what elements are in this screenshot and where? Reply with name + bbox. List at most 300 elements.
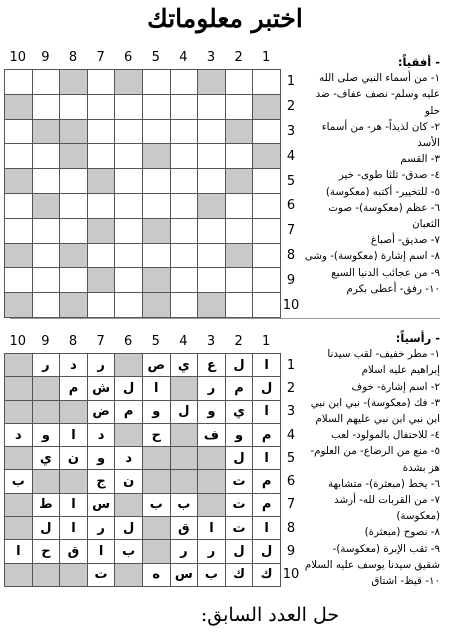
section-divider xyxy=(10,318,440,319)
grid-row xyxy=(5,293,281,318)
row-number: 9 xyxy=(286,544,296,560)
clue-line: ٢- اسم إشارة- خوف xyxy=(351,380,440,393)
blocked-cell xyxy=(142,540,170,563)
grid-cell[interactable] xyxy=(87,70,115,95)
clue-line: الأسد xyxy=(417,137,440,150)
blocked-cell xyxy=(87,268,115,293)
grid-cell[interactable]: و xyxy=(225,423,253,446)
grid-cell[interactable]: د xyxy=(115,447,143,470)
solution-row xyxy=(5,423,281,446)
blocked-cell xyxy=(5,243,33,268)
page-title: اختبر معلوماتك xyxy=(147,4,303,33)
grid-cell[interactable] xyxy=(170,268,198,293)
column-number: 8 xyxy=(68,50,78,65)
column-number: 6 xyxy=(124,334,133,349)
grid-cell[interactable]: ل xyxy=(115,517,143,540)
blocked-cell xyxy=(225,119,253,144)
blocked-cell xyxy=(32,119,60,144)
blocked-cell xyxy=(198,70,226,95)
grid-cell[interactable] xyxy=(32,218,60,243)
clue-line: الثعبان xyxy=(412,218,440,231)
grid-cell[interactable]: ل xyxy=(253,377,281,400)
grid-cell[interactable] xyxy=(5,70,33,95)
row-number: 6 xyxy=(286,198,296,214)
grid-row xyxy=(5,94,281,119)
blocked-cell xyxy=(170,447,198,470)
grid-cell[interactable] xyxy=(60,169,88,194)
blocked-cell xyxy=(60,243,88,268)
grid-cell[interactable] xyxy=(253,268,281,293)
grid-cell[interactable] xyxy=(5,144,33,169)
grid-cell[interactable]: س xyxy=(170,563,198,586)
grid-cell[interactable]: م xyxy=(115,400,143,423)
blocked-cell xyxy=(198,493,226,516)
grid-cell[interactable]: ض xyxy=(87,400,115,423)
solution-row xyxy=(5,447,281,470)
grid-cell[interactable] xyxy=(225,218,253,243)
clue-line: ١- من أسماء النبي صلى الله xyxy=(319,72,440,85)
grid-cell[interactable]: ه xyxy=(142,563,170,586)
grid-cell[interactable]: و xyxy=(87,447,115,470)
grid-cell[interactable]: ب xyxy=(170,493,198,516)
solution-row xyxy=(5,517,281,540)
grid-cell[interactable]: و xyxy=(32,423,60,446)
row-numbers xyxy=(282,70,300,350)
grid-cell[interactable]: ك xyxy=(225,563,253,586)
clue-line: ٨- نصوح (مبعثرة) xyxy=(364,526,440,539)
grid-cell[interactable]: ت xyxy=(225,517,253,540)
grid-cell[interactable] xyxy=(115,293,143,318)
blocked-cell xyxy=(87,169,115,194)
grid-cell[interactable] xyxy=(170,119,198,144)
clue-line: هز بشدة xyxy=(402,461,440,474)
solution-grid xyxy=(4,353,281,587)
grid-cell[interactable]: م xyxy=(60,377,88,400)
blocked-cell xyxy=(60,70,88,95)
blocked-cell xyxy=(60,119,88,144)
row-number: 3 xyxy=(286,124,296,139)
blocked-cell xyxy=(142,218,170,243)
grid-cell[interactable] xyxy=(32,70,60,95)
clue-line: ١٠- قيظ- اشتاق xyxy=(371,575,440,588)
grid-cell[interactable] xyxy=(170,293,198,318)
grid-cell[interactable] xyxy=(32,243,60,268)
grid-cell[interactable] xyxy=(115,268,143,293)
grid-cell[interactable] xyxy=(253,193,281,218)
clue-line: ١٠- رفق- أعطى بكرم xyxy=(346,282,440,295)
grid-cell[interactable] xyxy=(115,119,143,144)
row-number: 6 xyxy=(286,474,296,490)
row-number: 4 xyxy=(286,148,296,164)
grid-cell[interactable] xyxy=(5,119,33,144)
grid-cell[interactable]: ق xyxy=(60,540,88,563)
grid-cell[interactable]: م xyxy=(225,377,253,400)
grid-cell[interactable]: ا xyxy=(60,517,88,540)
solution-row xyxy=(5,377,281,400)
row-number: 5 xyxy=(286,173,296,189)
clue-line: إبراهيم عليه اسلام xyxy=(361,364,440,377)
grid-cell[interactable]: ر xyxy=(87,517,115,540)
blocked-cell xyxy=(198,470,226,493)
grid-cell[interactable]: س xyxy=(87,493,115,516)
grid-cell[interactable] xyxy=(253,70,281,95)
grid-cell[interactable]: ا xyxy=(198,517,226,540)
clue-line: حلو xyxy=(424,104,440,117)
grid-cell[interactable]: ج xyxy=(87,470,115,493)
grid-cell[interactable]: ر xyxy=(198,377,226,400)
grid-cell[interactable] xyxy=(142,193,170,218)
clue-line: ٨- اسم إشارة (معكوسة)- وشى xyxy=(304,250,440,263)
grid-cell[interactable] xyxy=(87,94,115,119)
grid-cell[interactable] xyxy=(32,169,60,194)
clue-line: عليه وسلم- نصف عفاف- ضد xyxy=(315,88,440,101)
across-heading: - أفقياً: xyxy=(397,55,440,69)
grid-cell[interactable] xyxy=(142,70,170,95)
blocked-cell xyxy=(198,293,226,318)
blocked-cell xyxy=(115,354,143,377)
grid-cell[interactable] xyxy=(32,293,60,318)
row-number: 3 xyxy=(286,404,296,420)
grid-cell[interactable] xyxy=(60,268,88,293)
blocked-cell xyxy=(60,400,88,423)
grid-cell[interactable] xyxy=(60,193,88,218)
row-number: 2 xyxy=(286,99,296,115)
clue-line: ٩- ثقب الإبرة (معكوسة)- xyxy=(332,542,440,555)
grid-cell[interactable]: ك xyxy=(253,563,281,586)
clue-line: ٦- يخط (مبعثرة)- متشابهة xyxy=(328,477,440,490)
grid-cell[interactable]: ح xyxy=(32,540,60,563)
clue-line: ١- مطر خفيف- لقب سيدنا xyxy=(327,348,440,361)
solution-row xyxy=(5,563,281,586)
grid-cell[interactable] xyxy=(225,293,253,318)
blocked-cell xyxy=(253,144,281,169)
grid-cell[interactable]: ا xyxy=(60,423,88,446)
grid-cell[interactable]: ا xyxy=(253,517,281,540)
row-number: 7 xyxy=(286,223,296,239)
grid-cell[interactable]: ا xyxy=(60,493,88,516)
blocked-cell xyxy=(87,218,115,243)
clue-line: ٤- صدق- ثلثا طوى- خير xyxy=(338,169,440,182)
row-number: 4 xyxy=(286,427,296,443)
column-number: 3 xyxy=(206,334,216,349)
blocked-cell xyxy=(170,470,198,493)
blocked-cell xyxy=(32,377,60,400)
column-number: 8 xyxy=(68,334,78,349)
grid-cell[interactable] xyxy=(115,94,143,119)
blocked-cell xyxy=(32,563,60,586)
blocked-cell xyxy=(5,354,33,377)
grid-cell[interactable]: م xyxy=(253,470,281,493)
grid-cell[interactable]: ل xyxy=(225,540,253,563)
grid-cell[interactable]: ب xyxy=(198,563,226,586)
column-number: 1 xyxy=(262,50,271,65)
row-number: 10 xyxy=(282,297,300,313)
grid-cell[interactable]: د xyxy=(60,354,88,377)
blocked-cell xyxy=(5,563,33,586)
grid-cell[interactable]: ي xyxy=(170,354,198,377)
grid-cell[interactable] xyxy=(60,218,88,243)
grid-cell[interactable]: ل xyxy=(225,447,253,470)
column-number: 5 xyxy=(151,50,160,65)
column-number: 10 xyxy=(9,334,27,349)
solution-row xyxy=(5,400,281,423)
blocked-cell xyxy=(225,169,253,194)
grid-cell[interactable] xyxy=(170,218,198,243)
blocked-cell xyxy=(225,243,253,268)
clue-line: ابن نبي ابن نبي عليهم السلام xyxy=(315,413,440,426)
grid-cell[interactable] xyxy=(198,119,226,144)
grid-cell[interactable]: ح xyxy=(142,423,170,446)
blocked-cell xyxy=(60,293,88,318)
column-number: 7 xyxy=(96,50,105,65)
grid-cell[interactable]: ت xyxy=(225,470,253,493)
blocked-cell xyxy=(142,293,170,318)
blocked-cell xyxy=(60,470,88,493)
grid-cell[interactable]: ل xyxy=(253,540,281,563)
clue-line: ٣- فك (معكوسة)- نبي ابن نبي xyxy=(310,396,440,409)
grid-cell[interactable] xyxy=(170,94,198,119)
clue-line: ٧- من القربات لله- أرشد xyxy=(334,494,440,507)
column-number: 5 xyxy=(151,334,160,349)
grid-cell[interactable]: ب xyxy=(5,470,33,493)
column-number: 2 xyxy=(234,334,243,349)
grid-cell[interactable] xyxy=(115,193,143,218)
grid-cell[interactable] xyxy=(170,144,198,169)
blocked-cell xyxy=(115,423,143,446)
grid-cell[interactable]: ي xyxy=(225,400,253,423)
blocked-cell xyxy=(32,470,60,493)
grid-cell[interactable]: ل xyxy=(32,517,60,540)
grid-cell[interactable]: ع xyxy=(198,354,226,377)
grid-cell[interactable] xyxy=(115,169,143,194)
blocked-cell xyxy=(198,447,226,470)
grid-cell[interactable] xyxy=(198,268,226,293)
clue-line: ٢- كان لذيذاً- هر- من أسماء xyxy=(321,120,440,133)
grid-row xyxy=(5,218,281,243)
grid-cell[interactable]: ل xyxy=(170,400,198,423)
grid-cell[interactable] xyxy=(142,243,170,268)
column-number: 4 xyxy=(179,334,188,349)
row-number: 8 xyxy=(286,520,296,536)
grid-cell[interactable] xyxy=(253,293,281,318)
blocked-cell xyxy=(115,70,143,95)
grid-cell[interactable] xyxy=(225,144,253,169)
clue-line: ٩- من عجائب الدنيا السبع xyxy=(331,266,440,279)
grid-cell[interactable] xyxy=(142,119,170,144)
crossword-grid xyxy=(4,69,281,318)
grid-cell[interactable]: ت xyxy=(225,493,253,516)
row-number: 8 xyxy=(286,248,296,263)
grid-cell[interactable]: ل xyxy=(225,354,253,377)
grid-cell[interactable] xyxy=(32,144,60,169)
grid-cell[interactable]: ا xyxy=(87,540,115,563)
grid-cell[interactable] xyxy=(170,243,198,268)
clue-line: ٥- للتخيير- أكتبه (معكوسة) xyxy=(325,185,440,198)
grid-cell[interactable] xyxy=(142,169,170,194)
grid-cell[interactable]: ا xyxy=(253,400,281,423)
grid-cell[interactable]: د xyxy=(5,423,33,446)
grid-cell[interactable]: ا xyxy=(253,354,281,377)
row-number: 10 xyxy=(282,567,300,583)
grid-cell[interactable]: ب xyxy=(142,493,170,516)
blocked-cell xyxy=(170,377,198,400)
blocked-cell xyxy=(32,193,60,218)
grid-cell[interactable]: ا xyxy=(253,447,281,470)
grid-cell[interactable] xyxy=(198,243,226,268)
grid-row xyxy=(5,119,281,144)
clue-line: ٧- صديق- أصباغ xyxy=(370,234,440,247)
grid-cell[interactable]: ر xyxy=(170,540,198,563)
grid-cell[interactable] xyxy=(60,94,88,119)
grid-cell[interactable]: ر xyxy=(32,354,60,377)
down-heading: - رأسياً: xyxy=(395,331,440,345)
grid-cell[interactable] xyxy=(5,218,33,243)
grid-cell[interactable]: ط xyxy=(32,493,60,516)
grid-cell[interactable] xyxy=(5,268,33,293)
blocked-cell xyxy=(60,563,88,586)
grid-cell[interactable]: ش xyxy=(87,377,115,400)
grid-cell[interactable]: و xyxy=(142,400,170,423)
grid-cell[interactable] xyxy=(198,144,226,169)
blocked-cell xyxy=(170,423,198,446)
grid-cell[interactable]: ل xyxy=(115,377,143,400)
column-number: 6 xyxy=(124,50,133,65)
grid-cell[interactable]: م xyxy=(253,423,281,446)
blocked-cell xyxy=(115,493,143,516)
clue-line: ٦- عظم (معكوسة)- صوت xyxy=(328,201,440,214)
grid-cell[interactable] xyxy=(87,293,115,318)
row-number: 1 xyxy=(286,357,296,373)
grid-cell[interactable] xyxy=(225,70,253,95)
solution-row xyxy=(5,540,281,563)
grid-cell[interactable] xyxy=(225,268,253,293)
grid-cell[interactable] xyxy=(32,268,60,293)
column-number: 2 xyxy=(234,50,243,65)
grid-cell[interactable]: د xyxy=(87,423,115,446)
grid-cell[interactable] xyxy=(170,169,198,194)
grid-cell[interactable] xyxy=(198,94,226,119)
grid-cell[interactable]: ق xyxy=(170,517,198,540)
row-number: 9 xyxy=(286,272,296,288)
grid-cell[interactable] xyxy=(87,193,115,218)
blocked-cell xyxy=(253,94,281,119)
row-number: 7 xyxy=(286,497,296,513)
previous-solution-label: حل العدد السابق: xyxy=(200,604,340,626)
blocked-cell xyxy=(115,563,143,586)
blocked-cell xyxy=(5,447,33,470)
grid-cell[interactable]: ر xyxy=(198,540,226,563)
grid-cell[interactable]: ف xyxy=(198,423,226,446)
column-number: 9 xyxy=(41,334,50,349)
grid-cell[interactable]: ب xyxy=(115,540,143,563)
across-clues xyxy=(300,54,440,297)
row-number: 2 xyxy=(286,380,296,396)
grid-cell[interactable]: و xyxy=(198,400,226,423)
grid-cell[interactable] xyxy=(170,193,198,218)
grid-cell[interactable] xyxy=(253,169,281,194)
row-number: 5 xyxy=(286,450,296,466)
grid-cell[interactable]: ت xyxy=(87,563,115,586)
clue-line: شقيق سيدنا يوسف عليه السلام xyxy=(304,558,440,571)
blocked-cell xyxy=(5,493,33,516)
column-number: 7 xyxy=(96,334,105,349)
grid-cell[interactable]: ا xyxy=(5,540,33,563)
grid-cell[interactable] xyxy=(115,243,143,268)
grid-cell[interactable] xyxy=(253,243,281,268)
blocked-cell xyxy=(5,169,33,194)
column-number: 1 xyxy=(262,334,271,349)
grid-cell[interactable]: ي xyxy=(32,447,60,470)
grid-row xyxy=(5,144,281,169)
solution-row xyxy=(5,470,281,493)
clue-line: (معكوسة) xyxy=(396,510,440,523)
blocked-cell xyxy=(142,144,170,169)
blocked-cell xyxy=(142,447,170,470)
grid-row xyxy=(5,268,281,293)
row-number: 1 xyxy=(286,74,296,90)
grid-row xyxy=(5,243,281,268)
grid-row xyxy=(5,169,281,194)
blocked-cell xyxy=(5,94,33,119)
blocked-cell xyxy=(198,193,226,218)
grid-row xyxy=(5,193,281,218)
grid-cell[interactable] xyxy=(225,193,253,218)
blocked-cell xyxy=(5,517,33,540)
grid-cell[interactable] xyxy=(225,94,253,119)
clue-line: ٤- للاحتفال بالمولود- لعب xyxy=(330,429,440,442)
grid-cell[interactable] xyxy=(115,144,143,169)
grid-cell[interactable] xyxy=(170,70,198,95)
blocked-cell xyxy=(5,293,33,318)
column-number: 9 xyxy=(41,50,50,65)
solution-row xyxy=(5,354,281,377)
blocked-cell xyxy=(5,377,33,400)
grid-cell[interactable]: ن xyxy=(115,470,143,493)
grid-cell[interactable] xyxy=(198,169,226,194)
grid-cell[interactable] xyxy=(115,218,143,243)
blocked-cell xyxy=(32,400,60,423)
grid-cell[interactable] xyxy=(87,243,115,268)
column-number: 10 xyxy=(9,50,27,65)
blocked-cell xyxy=(142,470,170,493)
grid-cell[interactable]: م xyxy=(253,493,281,516)
blocked-cell xyxy=(142,517,170,540)
grid-cell[interactable] xyxy=(253,218,281,243)
grid-cell[interactable]: ص xyxy=(142,354,170,377)
grid-cell[interactable] xyxy=(253,119,281,144)
grid-cell[interactable] xyxy=(87,119,115,144)
clue-line: ٥- منع من الرضاع- من العلوم- xyxy=(310,445,440,458)
grid-cell[interactable] xyxy=(198,218,226,243)
grid-cell[interactable] xyxy=(5,193,33,218)
solution-row xyxy=(5,493,281,516)
blocked-cell xyxy=(5,400,33,423)
grid-cell[interactable]: ن xyxy=(60,447,88,470)
grid-cell[interactable]: ر xyxy=(87,354,115,377)
column-number: 4 xyxy=(179,50,188,65)
down-clues xyxy=(290,330,440,589)
grid-cell[interactable] xyxy=(142,94,170,119)
grid-cell[interactable] xyxy=(32,94,60,119)
solution-column-numbers xyxy=(4,334,280,350)
column-numbers xyxy=(4,50,280,66)
clue-line: ٣- القسم xyxy=(400,153,440,166)
grid-row xyxy=(5,70,281,95)
blocked-cell xyxy=(142,268,170,293)
blocked-cell xyxy=(60,144,88,169)
grid-cell[interactable] xyxy=(87,144,115,169)
grid-cell[interactable]: ا xyxy=(142,377,170,400)
